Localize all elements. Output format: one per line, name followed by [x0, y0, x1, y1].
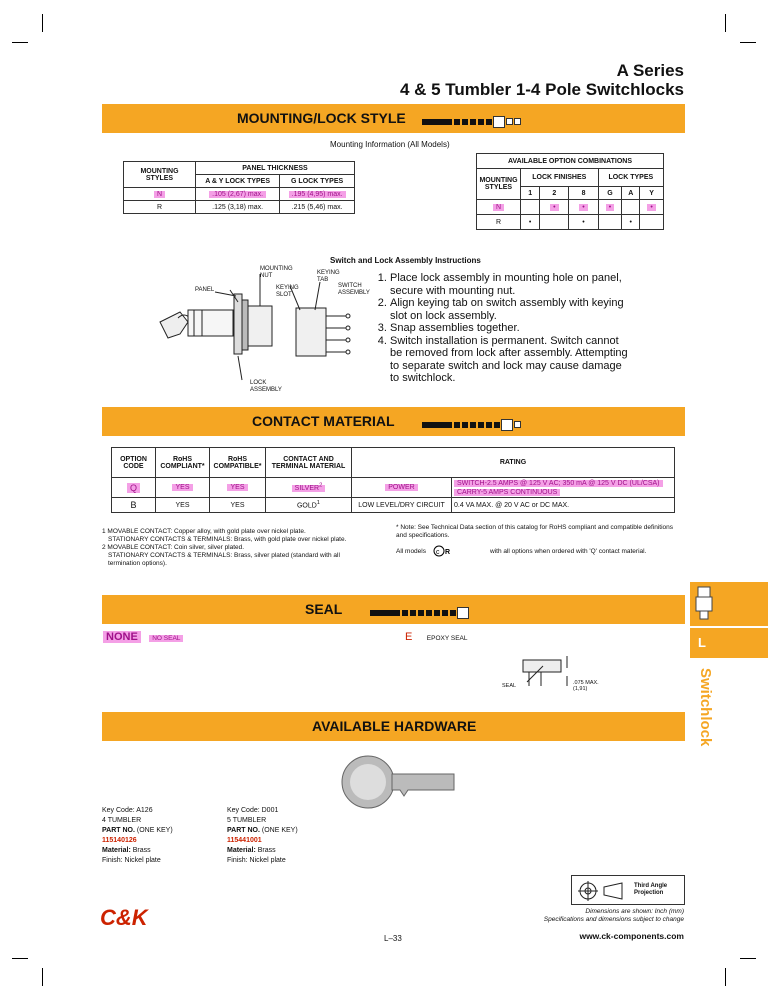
col-g-lock: G LOCK TYPES [280, 175, 355, 188]
cell-ay: .105 (2,67) max. [209, 191, 266, 198]
assembly-steps [378, 272, 628, 385]
col-type: Y [640, 187, 664, 200]
finish: Finish: Nickel plate [227, 857, 286, 864]
hardware-bar [102, 712, 685, 741]
cell-compliant: YES [172, 484, 192, 491]
svg-text:R: R [445, 549, 451, 556]
page-number: L–33 [384, 934, 402, 943]
tumbler: 4 TUMBLER [102, 817, 142, 824]
col-finish: 8 [569, 187, 598, 200]
panel-thickness-table [123, 161, 355, 214]
mark-cell [540, 215, 569, 230]
all-models-label: All models [396, 548, 426, 555]
material: Brass [257, 847, 276, 854]
ordering-code-graphic [370, 604, 469, 612]
side-tab-letter [690, 628, 768, 658]
cell-rating-type: POWER [385, 484, 417, 491]
cell-material: SILVER [294, 485, 320, 493]
mounting-bar-label: MOUNTING/LOCK STYLE [237, 110, 406, 126]
col-rohs-compliant: RoHS COMPLIANT* [156, 448, 210, 478]
mounting-bar [102, 104, 685, 133]
col-mounting-styles: MOUNTING STYLES [477, 169, 521, 200]
col-contact-material: CONTACT AND TERMINAL MATERIAL [266, 448, 352, 478]
table-row [112, 498, 675, 513]
cell-compatible: YES [227, 484, 247, 491]
side-tab-letter-text: L [698, 635, 706, 650]
mark-cell [521, 200, 540, 215]
option-combinations-table [476, 153, 664, 230]
label-keying-slot: KEYING SLOT [276, 285, 299, 298]
ck-logo: C&K [100, 905, 148, 930]
col-option-code: OPTION CODE [112, 448, 156, 478]
part-tail: (ONE KEY) [136, 827, 173, 834]
footnote: 2 MOVABLE CONTACT: Coin silver, silver plated. [102, 544, 245, 551]
mark-cell: • [606, 204, 614, 211]
assembly-step: 4. Switch installation is permanent. Switch cannot be removed from lock after assembly. Attempting to separate switch and lock may cause damage to switchlock. [390, 335, 628, 385]
style-code: N [154, 191, 165, 198]
material: Brass [132, 847, 151, 854]
side-tab-word: Switchlock [697, 668, 714, 747]
contact-material-table [111, 447, 675, 513]
footnote: 1 MOVABLE CONTACT: Copper alloy, with gold plate over nickel plate. [102, 528, 306, 535]
mark-cell: • [521, 215, 540, 230]
cell-rating-type: LOW LEVEL/DRY CIRCUIT [352, 498, 452, 513]
style-code: R [477, 215, 521, 230]
contact-footnotes [102, 528, 372, 568]
svg-text:c: c [436, 549, 440, 556]
cell-rating-carry: CARRY-5 AMPS CONTINUOUS [454, 489, 560, 496]
ul-csa-mark-icon [433, 545, 457, 557]
label-lock-assembly: LOCK ASSEMBLY [250, 380, 282, 393]
seal-desc: EPOXY SEAL [426, 635, 468, 642]
crop-mark [12, 42, 28, 43]
seal-dimension [573, 680, 599, 692]
rohs-note: * Note: See Technical Data section of this catalog for RoHS compliant and compatible definitions and specifications. [396, 524, 674, 539]
seal-code: E [405, 631, 413, 643]
key-code: Key Code: D001 [227, 807, 279, 814]
crop-mark [740, 42, 756, 43]
ordering-code-graphic [422, 416, 521, 424]
option-code: B [112, 498, 156, 513]
cell-material: GOLD [296, 502, 317, 510]
page-title: 4 & 5 Tumbler 1-4 Pole Switchlocks [399, 80, 684, 99]
projection-label: Third Angle Projection [634, 883, 668, 896]
cell-rating: SWITCH-2.5 AMPS @ 125 V AC; 350 mA @ 125 V DC (UL/CSA) [454, 480, 663, 487]
projection-box [571, 875, 685, 905]
material-label: Material: [102, 847, 131, 854]
crop-mark [725, 968, 726, 986]
cell-compatible: YES [210, 498, 266, 513]
col-type: G [598, 187, 622, 200]
col-lock-finishes: LOCK FINISHES [521, 169, 599, 187]
contact-bar-label: CONTACT MATERIAL [252, 413, 395, 429]
col-type: A [622, 187, 640, 200]
style-code: N [493, 204, 504, 211]
dimensions-note: Dimensions are shown: Inch (mm) [585, 908, 684, 915]
crop-mark [725, 14, 726, 32]
col-rohs-compatible: RoHS COMPATIBLE* [210, 448, 266, 478]
style-code: R [124, 201, 196, 214]
col-finish: 2 [540, 187, 569, 200]
mounting-info-title: Mounting Information (All Models) [330, 140, 450, 149]
cell-g: .195 (4,95) max. [289, 191, 346, 198]
cell-ay: .125 (3,18) max. [196, 201, 280, 214]
footnote-ref: 1 [316, 500, 321, 507]
col-lock-types: LOCK TYPES [598, 169, 663, 187]
assembly-step: 1. Place lock assembly in mounting hole on panel, secure with mounting nut. [390, 272, 628, 297]
assembly-title: Switch and Lock Assembly Instructions [330, 256, 481, 265]
part-number: 115441001 [227, 837, 262, 844]
crop-mark [740, 958, 756, 959]
mark-cell [622, 200, 640, 215]
label-switch-assembly: SWITCH ASSEMBLY [338, 283, 370, 296]
mark-cell: • [647, 204, 655, 211]
footnote-ref: 2 [319, 482, 323, 489]
key-info-d001 [227, 806, 298, 866]
third-angle-projection-icon [576, 877, 626, 905]
seal-dim: .075 MAX. [573, 680, 599, 686]
col-ay-lock: A & Y LOCK TYPES [196, 175, 280, 188]
mark-cell: • [579, 204, 587, 211]
seal-dim-mm: (1,91) [573, 686, 588, 692]
option-table-title: AVAILABLE OPTION COMBINATIONS [477, 154, 664, 169]
material-label: Material: [227, 847, 256, 854]
table-row [124, 188, 355, 201]
series-title: A Series [616, 61, 684, 80]
seal-desc: NO SEAL [149, 635, 183, 642]
part-label: PART NO. [102, 827, 135, 834]
mark-cell [640, 215, 664, 230]
label-keying-tab: KEYING TAB [317, 270, 340, 283]
crop-mark [42, 968, 43, 986]
col-panel-thickness: PANEL THICKNESS [196, 162, 355, 175]
seal-option-none [103, 627, 183, 645]
label-panel: PANEL [195, 287, 215, 293]
table-row [477, 215, 664, 230]
cell-g: .215 (5,46) max. [280, 201, 355, 214]
ordering-code-graphic [422, 113, 521, 121]
footnote: STATIONARY CONTACTS & TERMINALS: Brass, with gold plate over nickel plate. [108, 536, 347, 543]
mark-cell: • [622, 215, 640, 230]
col-finish: 1 [521, 187, 540, 200]
seal-diagram-label: SEAL [502, 683, 517, 689]
table-row [477, 200, 664, 215]
contact-bar [102, 407, 685, 436]
finish: Finish: Nickel plate [102, 857, 161, 864]
tumbler: 5 TUMBLER [227, 817, 267, 824]
part-tail: (ONE KEY) [261, 827, 298, 834]
table-row [124, 201, 355, 214]
label-mounting-nut: MOUNTING NUT [260, 266, 293, 279]
cell-compliant: YES [156, 498, 210, 513]
crop-mark [42, 14, 43, 32]
seal-code: NONE [103, 631, 141, 643]
all-models-note: with all options when ordered with 'Q' contact material. [490, 548, 647, 555]
spec-note: Specifications and dimensions subject to change [543, 916, 684, 923]
col-rating: RATING [352, 448, 675, 478]
seal-bar-label: SEAL [305, 601, 343, 617]
hardware-bar-label: AVAILABLE HARDWARE [312, 718, 477, 734]
table-row [112, 478, 675, 498]
assembly-step: 3. Snap assemblies together. [390, 322, 628, 335]
website-link[interactable]: www.ck-components.com [579, 931, 684, 941]
part-label: PART NO. [227, 827, 260, 834]
seal-bar [102, 595, 685, 624]
seal-option-epoxy [405, 627, 468, 645]
key-image [338, 752, 458, 810]
mark-cell [598, 215, 622, 230]
mark-cell: • [569, 215, 598, 230]
cell-rating: 0.4 VA MAX. @ 20 V AC or DC MAX. [452, 498, 675, 513]
key-info-a126 [102, 806, 173, 866]
mark-cell: • [550, 204, 558, 211]
assembly-step: 2. Align keying tab on switch assembly with keying slot on lock assembly. [390, 297, 628, 322]
option-code: Q [127, 483, 140, 493]
key-code: Key Code: A126 [102, 807, 153, 814]
footnote: STATIONARY CONTACTS & TERMINALS: Brass, silver plated (standard with all termination options). [108, 552, 340, 567]
col-mounting-styles: MOUNTING STYLES [124, 162, 196, 188]
switchlock-icon [692, 585, 718, 623]
crop-mark [12, 958, 28, 959]
side-tab-icon-block [690, 582, 768, 626]
part-number: 115140126 [102, 837, 137, 844]
